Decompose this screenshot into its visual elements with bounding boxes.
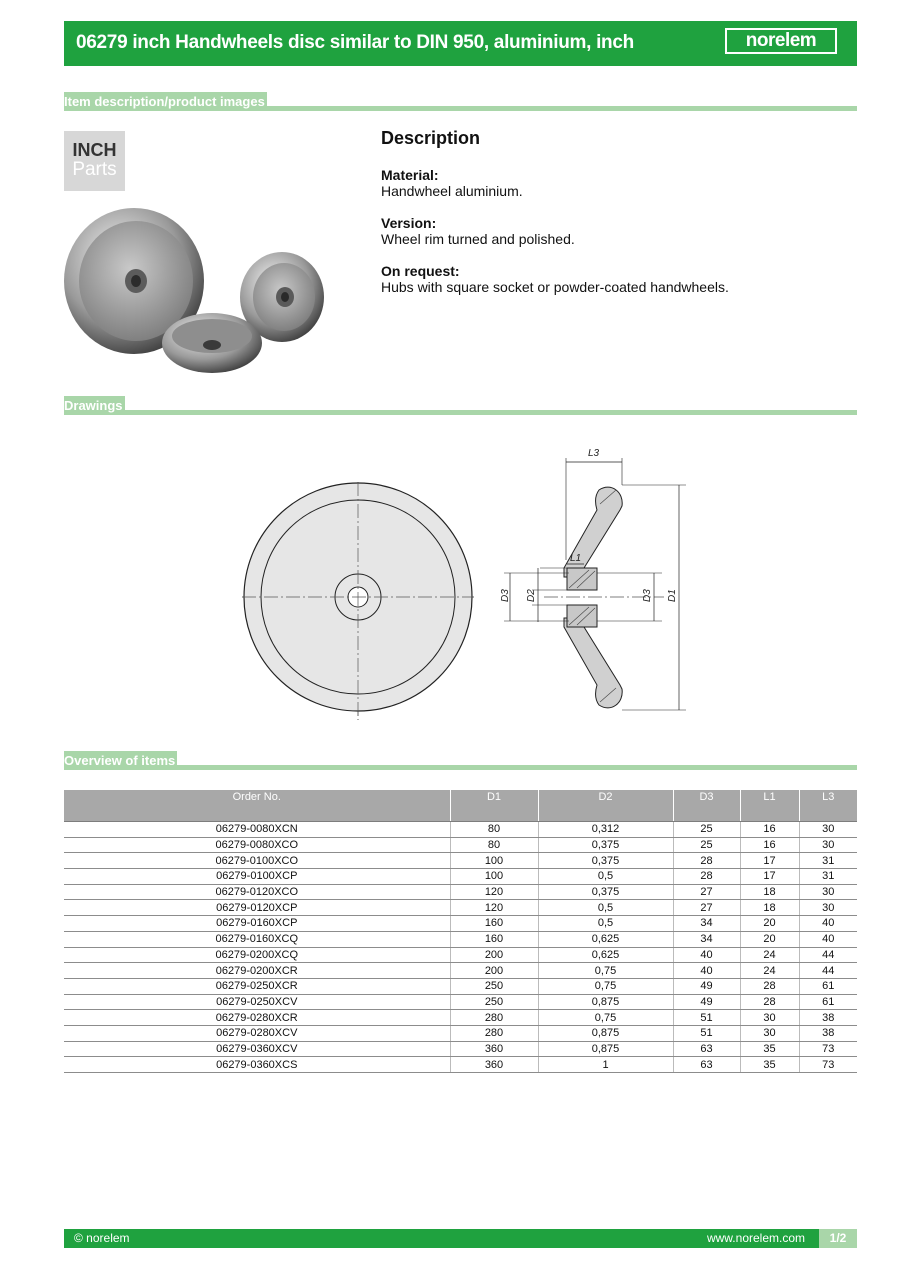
table-cell: 0,75	[538, 963, 673, 979]
table-cell: 100	[450, 853, 538, 869]
table-row	[64, 869, 857, 885]
request-text: Hubs with square socket or powder-coated handwheels.	[381, 279, 729, 295]
col-l3: L3	[799, 790, 857, 822]
table-cell: 40	[673, 963, 740, 979]
table-cell: 06279-0200XCQ	[64, 947, 450, 963]
table-cell: 06279-0100XCP	[64, 869, 450, 885]
table-cell: 40	[799, 916, 857, 932]
table-cell: 250	[450, 994, 538, 1010]
table-cell: 25	[673, 822, 740, 838]
table-cell: 0,375	[538, 853, 673, 869]
section-title-description: Item description/product images	[64, 94, 265, 109]
section-title-overview: Overview of items	[64, 753, 176, 768]
product-photo	[64, 205, 326, 377]
table-cell: 0,75	[538, 978, 673, 994]
request-label: On request:	[381, 263, 460, 279]
table-cell: 0,875	[538, 994, 673, 1010]
norelem-logo: norelem	[725, 28, 837, 54]
table-cell: 17	[740, 853, 799, 869]
table-cell: 06279-0360XCV	[64, 1041, 450, 1057]
table-cell: 28	[673, 869, 740, 885]
material-label: Material:	[381, 167, 439, 183]
table-cell: 80	[450, 837, 538, 853]
table-cell: 160	[450, 931, 538, 947]
table-cell: 28	[740, 994, 799, 1010]
table-cell: 34	[673, 931, 740, 947]
table-cell: 06279-0160XCP	[64, 916, 450, 932]
label-d2: D2	[526, 589, 537, 602]
section-view	[500, 448, 686, 710]
table-cell: 06279-0250XCR	[64, 978, 450, 994]
table-row	[64, 1010, 857, 1026]
table-row	[64, 884, 857, 900]
label-d1: D1	[667, 589, 678, 602]
table-cell: 31	[799, 869, 857, 885]
table-cell: 160	[450, 916, 538, 932]
table-cell: 61	[799, 978, 857, 994]
table-cell: 06279-0280XCR	[64, 1010, 450, 1026]
table-cell: 20	[740, 916, 799, 932]
version-label: Version:	[381, 215, 437, 231]
table-cell: 18	[740, 884, 799, 900]
table-cell: 120	[450, 900, 538, 916]
table-cell: 100	[450, 869, 538, 885]
table-row	[64, 900, 857, 916]
label-d3-right: D3	[642, 589, 653, 602]
col-d1: D1	[450, 790, 538, 822]
table-cell: 40	[673, 947, 740, 963]
table-cell: 0,875	[538, 1025, 673, 1041]
badge-line1: INCH	[72, 140, 117, 160]
table-cell: 31	[799, 853, 857, 869]
table-row	[64, 947, 857, 963]
table-cell: 63	[673, 1041, 740, 1057]
table-cell: 06279-0120XCO	[64, 884, 450, 900]
page-number: 1/2	[819, 1229, 857, 1248]
table-row	[64, 822, 857, 838]
table-cell: 27	[673, 900, 740, 916]
table-cell: 25	[673, 837, 740, 853]
table-cell: 73	[799, 1057, 857, 1073]
material-text: Handwheel aluminium.	[381, 183, 523, 199]
items-table	[64, 790, 857, 1073]
table-row	[64, 994, 857, 1010]
table-row	[64, 1057, 857, 1073]
table-cell: 0,625	[538, 947, 673, 963]
table-cell: 1	[538, 1057, 673, 1073]
technical-drawing	[64, 440, 857, 730]
table-cell: 73	[799, 1041, 857, 1057]
badge-line2: Parts	[72, 159, 117, 180]
table-row	[64, 931, 857, 947]
table-cell: 38	[799, 1025, 857, 1041]
description-block	[381, 128, 841, 311]
table-cell: 06279-0080XCO	[64, 837, 450, 853]
table-row	[64, 978, 857, 994]
table-cell: 30	[799, 837, 857, 853]
col-d2: D2	[538, 790, 673, 822]
table-cell: 16	[740, 837, 799, 853]
label-l1: L1	[570, 553, 582, 564]
table-row	[64, 916, 857, 932]
table-cell: 06279-0280XCV	[64, 1025, 450, 1041]
section-bar-drawings	[64, 395, 857, 415]
table-cell: 0,75	[538, 1010, 673, 1026]
table-cell: 06279-0100XCO	[64, 853, 450, 869]
table-row	[64, 1041, 857, 1057]
table-cell: 06279-0250XCV	[64, 994, 450, 1010]
label-d3-left: D3	[500, 589, 511, 602]
table-cell: 49	[673, 978, 740, 994]
table-cell: 06279-0160XCQ	[64, 931, 450, 947]
table-row	[64, 1025, 857, 1041]
table-cell: 35	[740, 1057, 799, 1073]
table-cell: 0,5	[538, 916, 673, 932]
table-cell: 44	[799, 963, 857, 979]
table-cell: 80	[450, 822, 538, 838]
front-view	[242, 482, 474, 720]
table-cell: 0,875	[538, 1041, 673, 1057]
table-cell: 16	[740, 822, 799, 838]
footer-url[interactable]: www.norelem.com	[706, 1231, 805, 1245]
col-d3: D3	[673, 790, 740, 822]
version-text: Wheel rim turned and polished.	[381, 231, 575, 247]
section-title-drawings: Drawings	[64, 398, 123, 413]
table-cell: 51	[673, 1010, 740, 1026]
table-cell: 51	[673, 1025, 740, 1041]
table-cell: 0,375	[538, 837, 673, 853]
table-row	[64, 837, 857, 853]
table-cell: 49	[673, 994, 740, 1010]
table-cell: 30	[799, 822, 857, 838]
col-order-no: Order No.	[64, 790, 450, 822]
col-l1: L1	[740, 790, 799, 822]
description-heading: Description	[381, 128, 481, 148]
table-cell: 30	[799, 900, 857, 916]
table-cell: 61	[799, 994, 857, 1010]
table-cell: 30	[740, 1010, 799, 1026]
table-cell: 0,625	[538, 931, 673, 947]
table-cell: 17	[740, 869, 799, 885]
table-cell: 30	[799, 884, 857, 900]
page-title: 06279 inch Handwheels disc similar to DIN 950, aluminium, inch	[76, 32, 634, 53]
table-cell: 44	[799, 947, 857, 963]
table-cell: 360	[450, 1041, 538, 1057]
label-l3: L3	[588, 448, 600, 459]
table-cell: 35	[740, 1041, 799, 1057]
table-cell: 0,5	[538, 900, 673, 916]
table-cell: 27	[673, 884, 740, 900]
inch-parts-badge	[64, 131, 125, 191]
table-cell: 20	[740, 931, 799, 947]
table-cell: 06279-0080XCN	[64, 822, 450, 838]
table-header-row	[64, 790, 857, 822]
section-bar-description	[64, 91, 857, 111]
table-cell: 0,312	[538, 822, 673, 838]
table-cell: 63	[673, 1057, 740, 1073]
page-footer	[64, 1229, 857, 1248]
table-row	[64, 963, 857, 979]
table-cell: 28	[673, 853, 740, 869]
table-cell: 40	[799, 931, 857, 947]
table-cell: 120	[450, 884, 538, 900]
table-cell: 18	[740, 900, 799, 916]
table-cell: 34	[673, 916, 740, 932]
page-header	[64, 21, 857, 66]
table-cell: 280	[450, 1010, 538, 1026]
table-cell: 250	[450, 978, 538, 994]
footer-copyright: © norelem	[74, 1231, 130, 1245]
table-cell: 360	[450, 1057, 538, 1073]
table-cell: 28	[740, 978, 799, 994]
table-cell: 24	[740, 947, 799, 963]
section-bar-overview	[64, 750, 857, 770]
table-cell: 280	[450, 1025, 538, 1041]
table-cell: 200	[450, 947, 538, 963]
table-cell: 24	[740, 963, 799, 979]
table-cell: 200	[450, 963, 538, 979]
table-cell: 0,375	[538, 884, 673, 900]
table-cell: 06279-0120XCP	[64, 900, 450, 916]
table-cell: 0,5	[538, 869, 673, 885]
table-row	[64, 853, 857, 869]
table-cell: 38	[799, 1010, 857, 1026]
table-cell: 30	[740, 1025, 799, 1041]
table-cell: 06279-0200XCR	[64, 963, 450, 979]
table-cell: 06279-0360XCS	[64, 1057, 450, 1073]
